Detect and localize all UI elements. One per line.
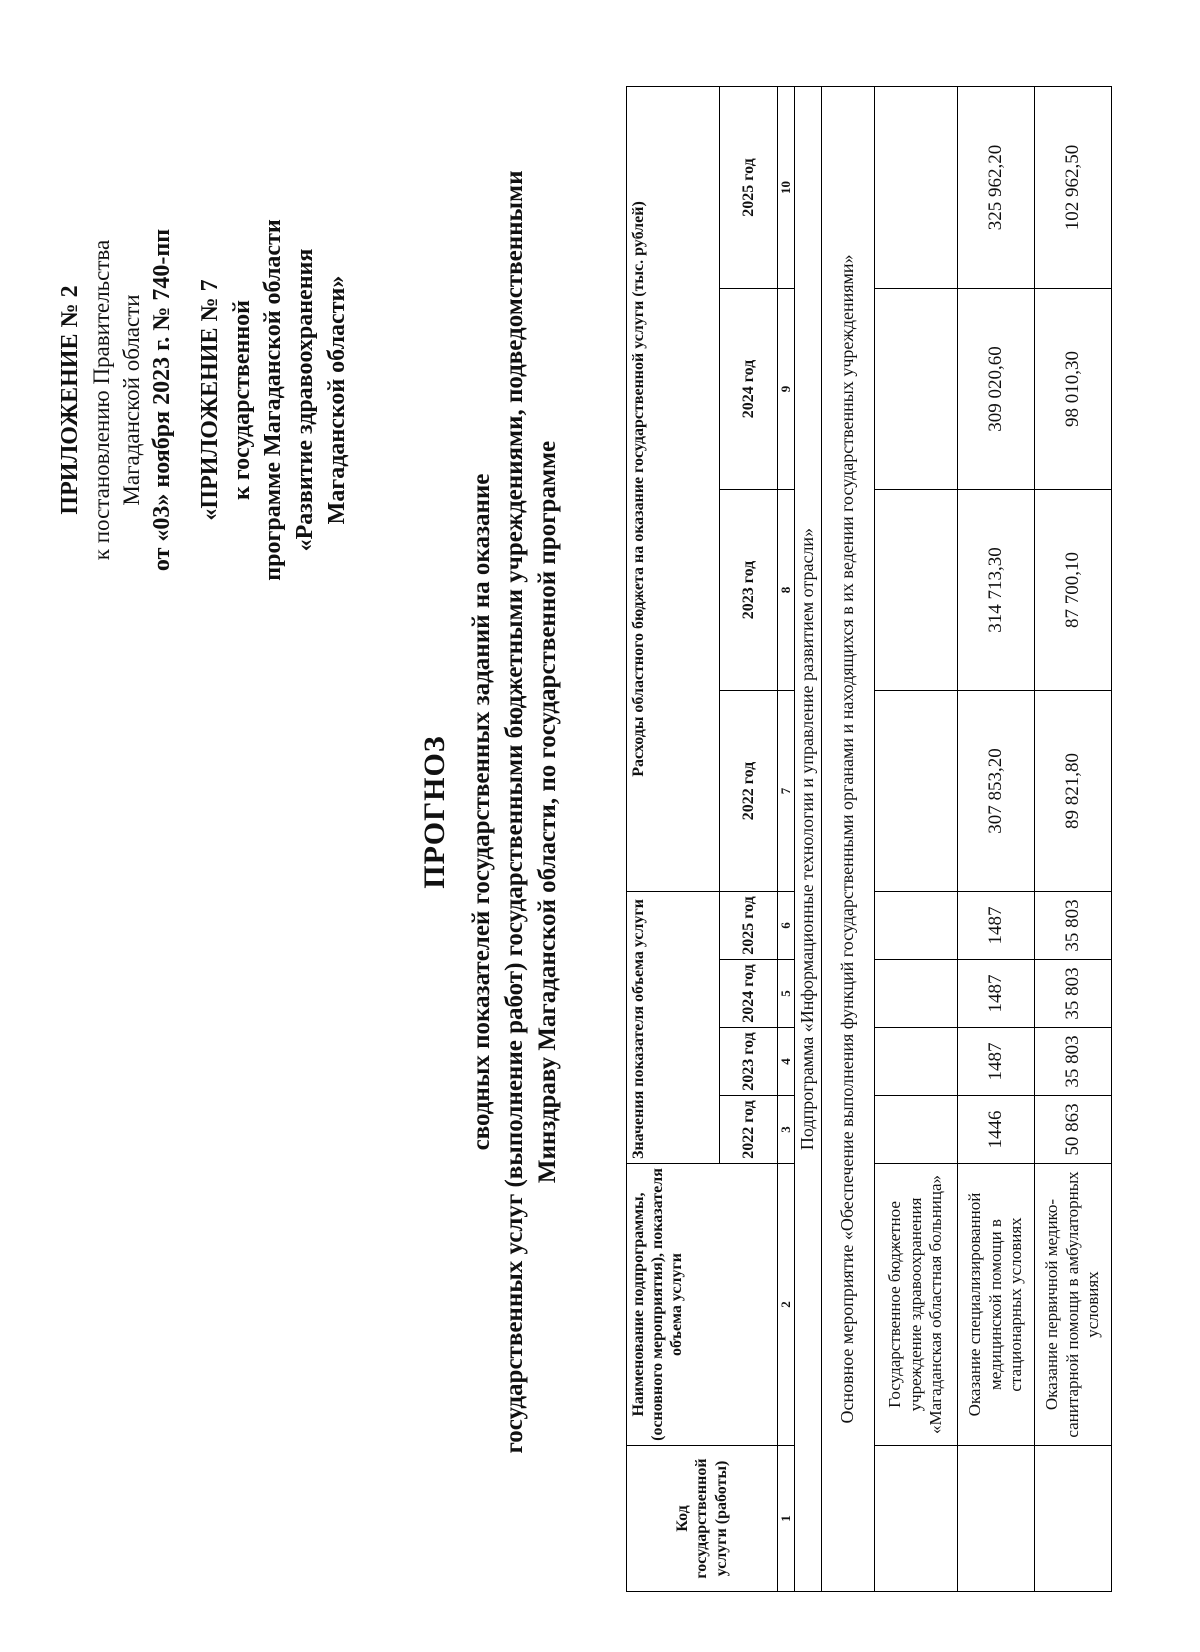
expense-value: 87 700,10: [1035, 490, 1112, 691]
expense-value: 307 853,20: [958, 691, 1035, 892]
service-name: Оказание первичной медико-санитарной помощи в амбулаторных условиях: [1035, 1164, 1112, 1446]
volume-value: 35 803: [1035, 892, 1112, 960]
header-volume-year: 2025 год: [720, 892, 778, 960]
appendix-title: ПРИЛОЖЕНИЕ № 2: [57, 285, 83, 515]
header-expense-year: 2025 год: [720, 86, 778, 288]
header-expense-year: 2023 год: [720, 490, 778, 691]
header-expense-group: Расходы областного бюджета на оказание государственной услуги (тыс. рублей): [627, 86, 720, 891]
header-expense-year: 2024 год: [720, 289, 778, 490]
appendix-block: [55, 100, 353, 700]
document-title: ПРОГНОЗ: [418, 735, 451, 889]
volume-value: 35 803: [1035, 960, 1112, 1028]
column-index: 5: [778, 960, 795, 1028]
appendix-title-2: «ПРИЛОЖЕНИЕ № 7: [197, 279, 224, 521]
volume-value: 1487: [958, 1028, 1035, 1096]
table-row: [958, 86, 1035, 1591]
column-index: 10: [778, 86, 795, 288]
column-index: 7: [778, 691, 795, 892]
header-volume-group: Значения показателя объема услуги: [627, 892, 720, 1164]
service-name: Оказание специализированной медицинской помощи в стационарных условиях: [958, 1164, 1035, 1446]
column-index: 8: [778, 490, 795, 691]
forecast-table-wrap: [626, 87, 1112, 1592]
column-index: 2: [778, 1164, 795, 1446]
table-row: [1035, 86, 1112, 1591]
volume-value: 50 863: [1035, 1096, 1112, 1164]
header-expense-year: 2022 год: [720, 691, 778, 892]
appendix-line-2: программе Магаданской области: [260, 219, 287, 581]
appendix-line: к постановлению Правительства: [88, 239, 114, 561]
column-index: 1: [778, 1446, 795, 1592]
document-heading: [415, 122, 565, 1502]
institution-name: Государственное бюджетное учреждение здравоохранения «Магаданская областная больница»: [875, 1164, 958, 1446]
volume-value: 35 803: [1035, 1028, 1112, 1096]
expense-value: 102 962,50: [1035, 86, 1112, 288]
volume-value: 1446: [958, 1096, 1035, 1164]
appendix-line: от «03» ноября 2023 г. № 740-пп: [149, 228, 176, 572]
subprogram-row: [795, 86, 822, 1591]
subprogram-title: Подпрограмма «Информационные технологии и управление развитием отрасли»: [795, 86, 822, 1591]
heading-line: государственных услуг (выполнение работ) государственными бюджетными учреждениями, подведомственными: [501, 170, 529, 1454]
header-volume-year: 2024 год: [720, 960, 778, 1028]
appendix-line: Магаданской области: [119, 294, 145, 506]
forecast-table: [626, 86, 1112, 1592]
column-index: 3: [778, 1096, 795, 1164]
volume-value: 1487: [958, 960, 1035, 1028]
expense-value: 325 962,20: [958, 86, 1035, 288]
appendix-line-2: к государственной: [228, 300, 255, 500]
heading-line: сводных показателей государственных заданий на оказание: [467, 473, 495, 1151]
appendix-line-2: «Развитие здравоохранения: [292, 248, 319, 552]
main-event-row: [822, 86, 875, 1591]
appendix-line-2: Магаданской области»: [323, 275, 350, 525]
volume-value: 1487: [958, 892, 1035, 960]
header-name: Наименование подпрограммы, (основного мероприятия), показателя объема услуги: [627, 1164, 778, 1446]
column-index-row: [778, 86, 795, 1591]
institution-row: [875, 86, 958, 1591]
heading-line: Минздраву Магаданской области, по государственной программе: [534, 440, 562, 1184]
column-index: 9: [778, 289, 795, 490]
header-volume-year: 2023 год: [720, 1028, 778, 1096]
header-volume-year: 2022 год: [720, 1096, 778, 1164]
column-index: 4: [778, 1028, 795, 1096]
header-code: Код государственной услуги (работы): [627, 1446, 778, 1592]
expense-value: 314 713,30: [958, 490, 1035, 691]
expense-value: 89 821,80: [1035, 691, 1112, 892]
expense-value: 309 020,60: [958, 289, 1035, 490]
expense-value: 98 010,30: [1035, 289, 1112, 490]
column-index: 6: [778, 892, 795, 960]
main-event-title: Основное мероприятие «Обеспечение выполнения функций государственными органами и находящихся в их ведении государственных учреждениями»: [822, 86, 875, 1591]
